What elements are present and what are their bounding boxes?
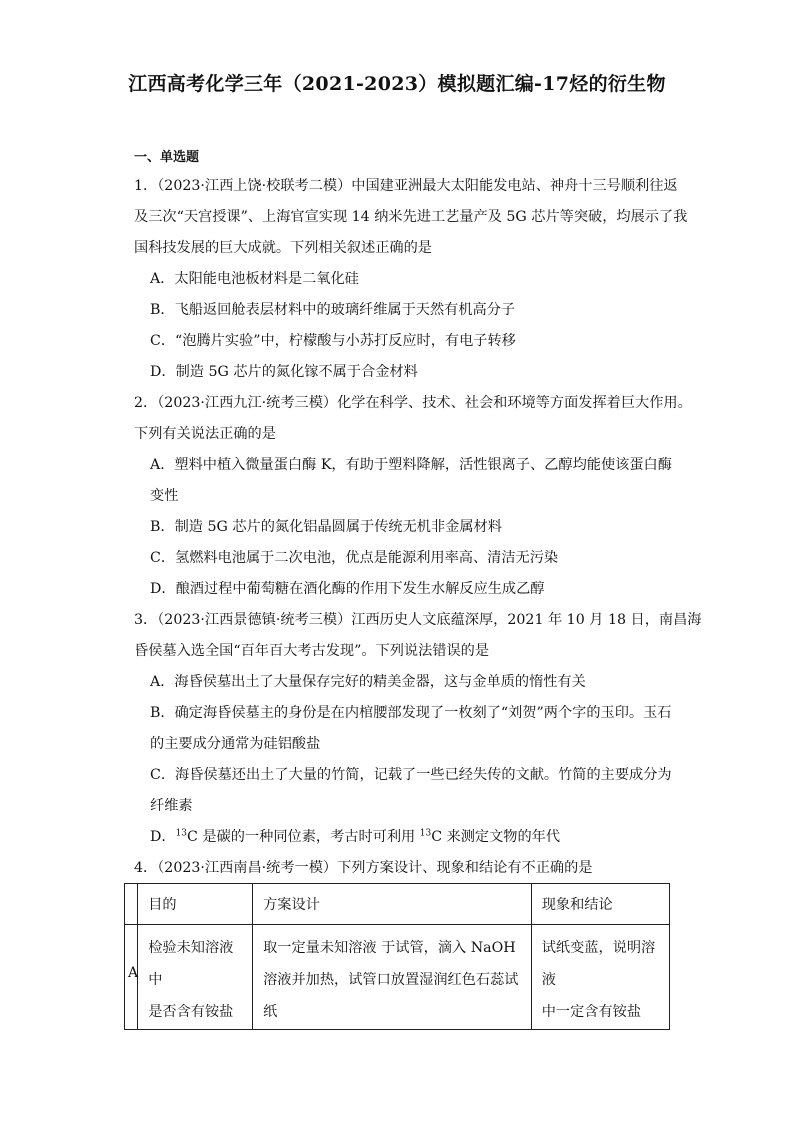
question-3-option-c: C．海昏侯墓还出土了大量的竹简，记载了一些已经失传的文献。竹简的主要成分为 bbox=[150, 767, 672, 783]
table-header-result: 现象和结论 bbox=[531, 884, 669, 925]
question-2-option-d: D．酿酒过程中葡萄糖在酒化酶的作用下发生水解反应生成乙醇 bbox=[150, 581, 545, 597]
option-d-label: D． bbox=[150, 829, 176, 845]
question-1-line-2: 及三次“天宫授课”、上海官宣实现 14 纳米先进工艺量产及 5G 芯片等突破，均展示了我 bbox=[134, 209, 688, 225]
question-4-line-1: 4．（2023·江西南昌·统考一模）下列方案设计、现象和结论有不正确的是 bbox=[134, 860, 593, 876]
question-3-line-2: 昏侯墓入选全国“百年百大考古发现”。下列说法错误的是 bbox=[134, 643, 490, 659]
question-3-option-d bbox=[150, 822, 560, 853]
question-2-option-a-cont: 变性 bbox=[150, 488, 179, 504]
question-3-line-1: 3．（2023·江西景德镇·统考三模）江西历史人文底蕴深厚，2021 年 10 月 18 日，南昌海 bbox=[134, 612, 702, 628]
table-cell-purpose: 检验未知溶液中 是否含有铵盐 bbox=[138, 925, 253, 1030]
question-1-option-a: A．太阳能电池板材料是二氧化硅 bbox=[150, 271, 359, 287]
question-2-option-b: B．制造 5G 芯片的氮化铝晶圆属于传统无机非金属材料 bbox=[150, 519, 502, 535]
option-d-text-2: C 来测定文物的年代 bbox=[431, 829, 561, 845]
table-header-design: 方案设计 bbox=[253, 884, 532, 925]
question-2-line-1: 2．（2023·江西九江·统考三模）化学在科学、技术、社会和环境等方面发挥着巨大作用。 bbox=[134, 395, 692, 411]
section-heading: 一、单选题 bbox=[134, 150, 200, 165]
table-header-blank bbox=[125, 884, 138, 925]
question-2-option-a: A．塑料中植入微量蛋白酶 K，有助于塑料降解，活性银离子、乙醇均能使该蛋白酶 bbox=[150, 457, 672, 473]
question-1-line-1: 1．（2023·江西上饶·校联考二模）中国建亚洲最大太阳能发电站、神舟十三号顺利往返 bbox=[134, 178, 678, 194]
option-d-text-1: C 是碳的一种同位素，考古时可利用 bbox=[187, 829, 420, 845]
question-3-option-b: B．确定海昏侯墓主的身份是在内棺腰部发现了一枚刻了“刘贺”两个字的玉印。玉石 bbox=[150, 705, 672, 721]
question-2-option-c: C．氢燃料电池属于二次电池，优点是能源利用率高、清洁无污染 bbox=[150, 550, 559, 566]
question-1-line-3: 国科技发展的巨大成就。下列相关叙述正确的是 bbox=[134, 240, 432, 256]
question-3-option-c-cont: 纤维素 bbox=[150, 798, 193, 814]
question-1-option-c: C．“泡腾片实验”中，柠檬酸与小苏打反应时，有电子转移 bbox=[150, 333, 516, 349]
question-4-table bbox=[124, 883, 670, 1030]
isotope-mass-number-2: 13 bbox=[419, 828, 432, 839]
question-1-option-d: D．制造 5G 芯片的氮化镓不属于合金材料 bbox=[150, 364, 418, 380]
isotope-mass-number: 13 bbox=[175, 828, 188, 839]
question-2-line-2: 下列有关说法正确的是 bbox=[134, 426, 276, 442]
question-1-option-b: B．飞船返回舱表层材料中的玻璃纤维属于天然有机高分子 bbox=[150, 302, 516, 318]
table-header-purpose: 目的 bbox=[138, 884, 253, 925]
table-row bbox=[125, 925, 670, 1030]
table-cell-result: 试纸变蓝，说明溶液 中一定含有铵盐 bbox=[531, 925, 669, 1030]
document-title: 江西高考化学三年（2021-2023）模拟题汇编-17烃的衍生物 bbox=[128, 73, 666, 95]
table-cell-design: 取一定量未知溶液 于试管，滴入 NaOH 溶液并加热，试管口放置湿润红色石蕊试 纸 bbox=[253, 925, 532, 1030]
question-3-option-b-cont: 的主要成分通常为硅铝酸盐 bbox=[150, 736, 321, 752]
question-3-option-a: A．海昏侯墓出土了大量保存完好的精美金器，这与金单质的惰性有关 bbox=[150, 674, 586, 690]
table-row-label: A bbox=[128, 965, 139, 981]
table-header-row bbox=[125, 884, 670, 925]
